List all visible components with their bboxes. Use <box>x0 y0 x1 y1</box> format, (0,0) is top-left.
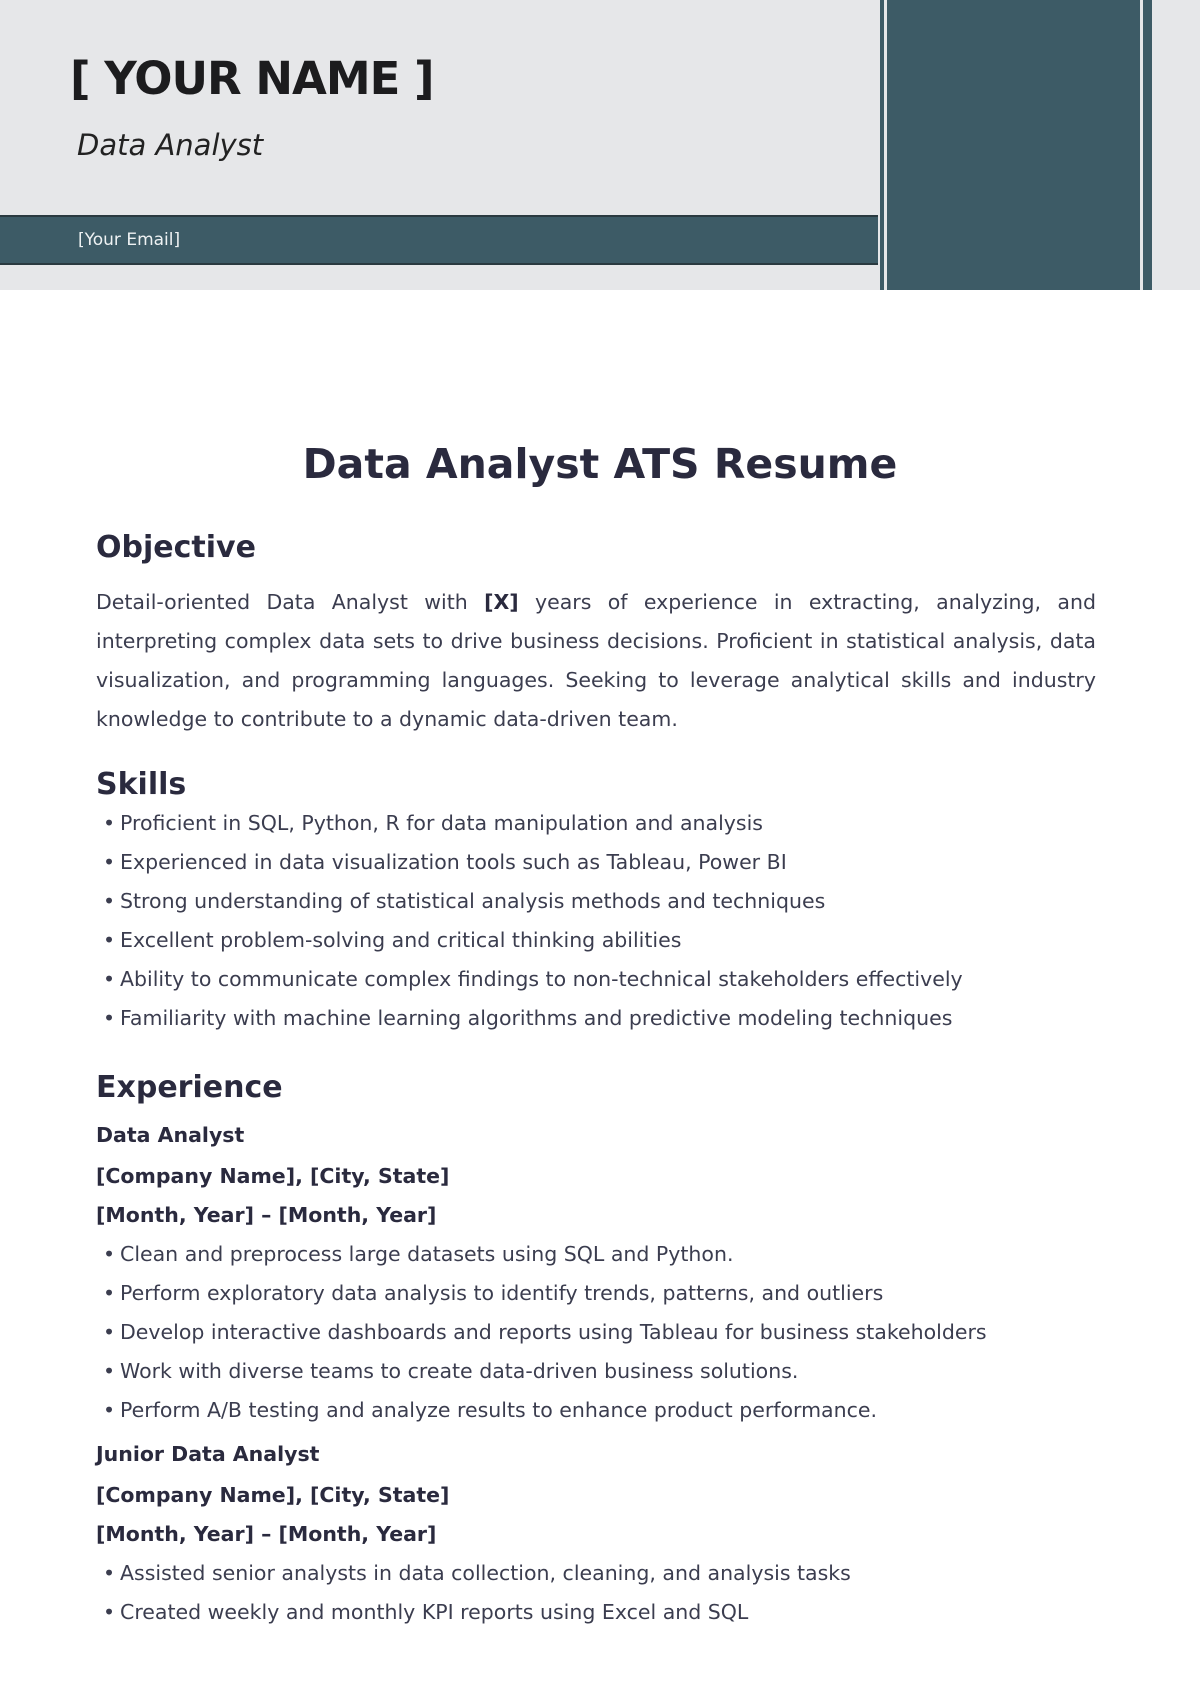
job-bullet: • Created weekly and monthly KPI reports using Excel and SQL <box>96 1593 1096 1632</box>
skills-section <box>96 767 1096 1038</box>
candidate-role: Data Analyst <box>77 128 264 162</box>
decorative-accent-block <box>880 0 1152 290</box>
job-bullets <box>96 1554 1096 1632</box>
job-bullet: • Clean and preprocess large datasets using SQL and Python. <box>96 1235 1096 1274</box>
resume-body <box>96 530 1096 1632</box>
job-bullets <box>96 1235 1096 1430</box>
decorative-stripe-right <box>1140 0 1143 290</box>
objective-years-placeholder: [X] <box>484 590 519 614</box>
candidate-name: [ YOUR NAME ] <box>70 52 434 105</box>
job-entry <box>96 1123 1096 1430</box>
skill-item: • Excellent problem-solving and critical thinking abilities <box>96 921 1096 960</box>
resume-header <box>0 0 1200 290</box>
objective-text-end: years of experience in extracting, analyzing, and interpreting complex data sets to drive business decisions. Proficient in statistical analysis, data visualization, and programming languages. Seeking to leverage analytical skills and industry knowledge to contribute to a dynamic data-driven team. <box>96 590 1096 731</box>
objective-section <box>96 530 1096 739</box>
skills-heading: Skills <box>96 767 187 802</box>
skill-item: • Familiarity with machine learning algorithms and predictive modeling techniques <box>96 999 1096 1038</box>
job-dates: [Month, Year] – [Month, Year] <box>96 1522 437 1546</box>
experience-section <box>96 1070 1096 1632</box>
job-bullet: • Work with diverse teams to create data-driven business solutions. <box>96 1352 1096 1391</box>
skills-list <box>96 804 1096 1038</box>
job-bullet: • Perform A/B testing and analyze results to enhance product performance. <box>96 1391 1096 1430</box>
decorative-stripe-left <box>884 0 887 290</box>
skill-item: • Ability to communicate complex findings to non-technical stakeholders effectively <box>96 960 1096 999</box>
email-band <box>0 215 878 265</box>
job-bullet: • Develop interactive dashboards and reports using Tableau for business stakeholders <box>96 1313 1096 1352</box>
job-title: Data Analyst <box>96 1123 245 1147</box>
document-title: Data Analyst ATS Resume <box>302 440 898 488</box>
skill-item: • Experienced in data visualization tools such as Tableau, Power BI <box>96 843 1096 882</box>
objective-text-start: Detail-oriented Data Analyst with <box>96 590 485 614</box>
job-title: Junior Data Analyst <box>96 1442 320 1466</box>
email-text: [Your Email] <box>78 230 181 250</box>
skill-item: • Strong understanding of statistical analysis methods and techniques <box>96 882 1096 921</box>
objective-heading: Objective <box>96 530 256 565</box>
job-dates: [Month, Year] – [Month, Year] <box>96 1203 437 1227</box>
job-bullet: • Assisted senior analysts in data collection, cleaning, and analysis tasks <box>96 1554 1096 1593</box>
job-company: [Company Name], [City, State] <box>96 1483 450 1507</box>
skill-item: • Proficient in SQL, Python, R for data manipulation and analysis <box>96 804 1096 843</box>
objective-text <box>96 583 1096 739</box>
job-company: [Company Name], [City, State] <box>96 1164 450 1188</box>
job-entry <box>96 1442 1096 1632</box>
job-bullet: • Perform exploratory data analysis to identify trends, patterns, and outliers <box>96 1274 1096 1313</box>
experience-heading: Experience <box>96 1070 283 1105</box>
